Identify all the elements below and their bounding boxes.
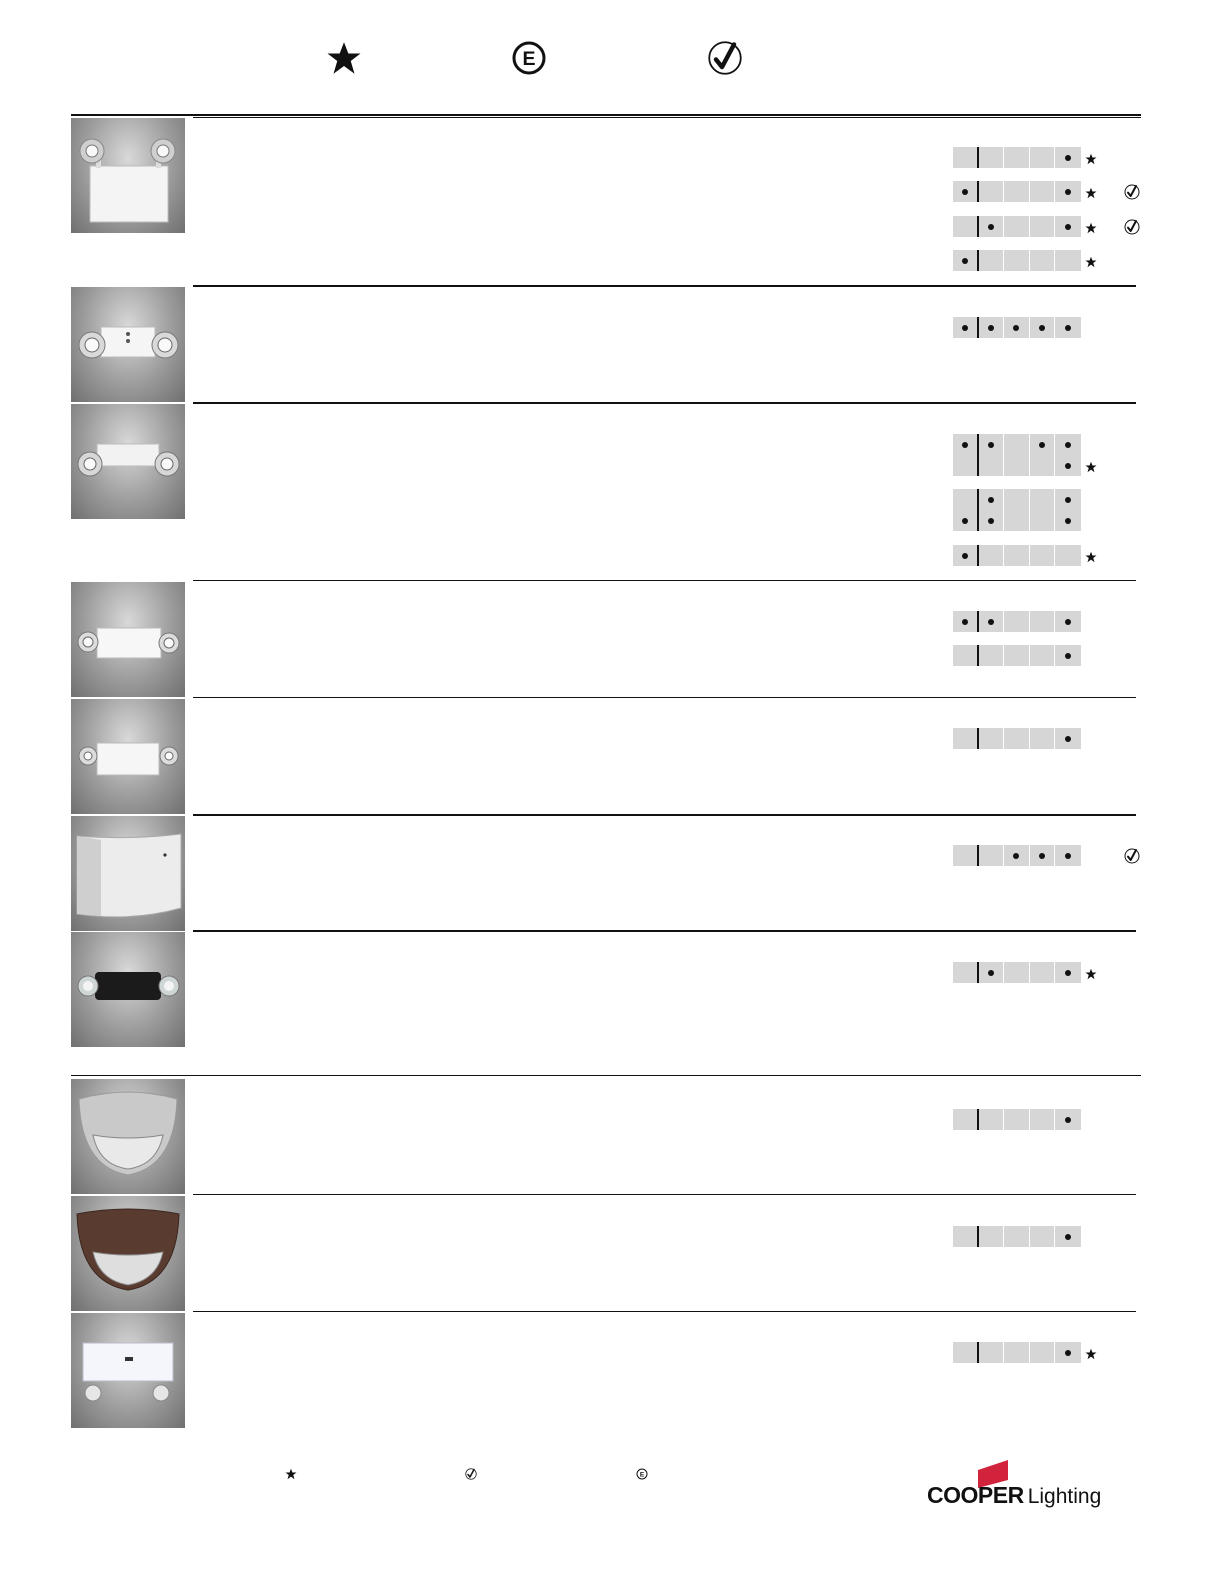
cooper-lighting-logo <box>927 1458 1112 1510</box>
feature-dot <box>1065 736 1071 742</box>
e-circle-icon <box>511 40 547 76</box>
product-image-twin-head-compact-unit <box>71 287 185 402</box>
feature-cell <box>1004 962 1030 983</box>
feature-dot <box>1039 442 1045 448</box>
feature-dot <box>962 325 968 331</box>
svg-text:E: E <box>522 47 536 70</box>
feature-dot <box>988 325 994 331</box>
feature-cell <box>979 645 1005 666</box>
feature-cell <box>1030 434 1056 455</box>
check-circle-icon <box>1124 184 1140 200</box>
feature-dot <box>1065 853 1071 859</box>
feature-cell <box>979 510 1005 531</box>
star-icon <box>1085 1347 1097 1359</box>
feature-dot <box>1039 325 1045 331</box>
feature-dot <box>1039 853 1045 859</box>
feature-cell <box>1055 181 1081 202</box>
feature-grid-row <box>953 1109 1081 1130</box>
feature-cell <box>953 845 979 866</box>
feature-cell <box>1030 611 1056 632</box>
row-divider <box>193 580 1136 581</box>
feature-cell <box>979 1226 1005 1247</box>
feature-cell <box>1004 317 1030 338</box>
product-image-half-dome-grey-wall-unit <box>71 1079 185 1194</box>
feature-dot <box>1065 497 1071 503</box>
feature-grid-row <box>953 317 1081 338</box>
product-image-black-cylinder-unit <box>71 932 185 1047</box>
e-circle-icon <box>636 1467 648 1479</box>
feature-dot <box>1065 970 1071 976</box>
brand-name-light: Lighting <box>1027 1485 1102 1508</box>
feature-cell <box>1055 962 1081 983</box>
feature-cell <box>979 455 1005 476</box>
product-image-twin-head-square-housing <box>71 118 185 233</box>
star-icon <box>1085 152 1097 164</box>
feature-grid-row <box>953 455 1081 476</box>
feature-dot <box>988 970 994 976</box>
feature-grid-row <box>953 489 1081 510</box>
feature-cell <box>1030 317 1056 338</box>
feature-cell <box>953 317 979 338</box>
feature-dot <box>1065 1234 1071 1240</box>
feature-cell <box>1055 1109 1081 1130</box>
brand-name-bold: COOPER <box>927 1482 1024 1508</box>
row-divider <box>193 814 1136 816</box>
feature-grid-row <box>953 510 1081 531</box>
feature-grid-row <box>953 216 1081 237</box>
feature-dot <box>1065 619 1071 625</box>
product-image-twin-head-small-unit <box>71 699 185 814</box>
feature-dot <box>988 224 994 230</box>
feature-dot <box>962 619 968 625</box>
feature-grid-row <box>953 434 1081 455</box>
feature-cell <box>1004 434 1030 455</box>
feature-cell <box>1030 845 1056 866</box>
feature-dot <box>1065 325 1071 331</box>
check-circle-icon <box>1124 219 1140 235</box>
product-image-wall-pack-unit <box>71 816 185 931</box>
feature-cell <box>953 962 979 983</box>
feature-cell <box>1030 1226 1056 1247</box>
feature-dot <box>1065 1350 1071 1356</box>
feature-cell <box>1004 250 1030 271</box>
feature-cell <box>979 216 1005 237</box>
feature-grid-row <box>953 181 1081 202</box>
feature-cell <box>953 147 979 168</box>
feature-cell <box>953 545 979 566</box>
feature-dot <box>1065 1117 1071 1123</box>
feature-cell <box>979 728 1005 749</box>
feature-cell <box>1004 147 1030 168</box>
star-icon <box>326 40 362 76</box>
svg-text:E: E <box>639 1471 645 1479</box>
feature-dot <box>1065 518 1071 524</box>
feature-cell <box>1055 1342 1081 1363</box>
feature-grid-row <box>953 147 1081 168</box>
feature-dot <box>962 518 968 524</box>
feature-cell <box>1004 1226 1030 1247</box>
feature-grid-row <box>953 545 1081 566</box>
product-image-twin-head-rectangular-unit <box>71 582 185 697</box>
feature-cell <box>1004 489 1030 510</box>
feature-cell <box>1004 1109 1030 1130</box>
feature-cell <box>1030 216 1056 237</box>
feature-cell <box>953 455 979 476</box>
feature-cell <box>979 611 1005 632</box>
star-icon <box>1085 550 1097 562</box>
feature-cell <box>1004 510 1030 531</box>
feature-cell <box>979 489 1005 510</box>
feature-dot <box>1065 224 1071 230</box>
feature-cell <box>953 216 979 237</box>
product-image-half-dome-bronze-wall-unit <box>71 1196 185 1311</box>
feature-grid-row <box>953 728 1081 749</box>
star-icon <box>1085 460 1097 472</box>
feature-dot <box>1013 325 1019 331</box>
row-divider <box>193 697 1136 698</box>
feature-cell <box>1004 645 1030 666</box>
feature-cell <box>979 1342 1005 1363</box>
feature-grid-row <box>953 1226 1081 1247</box>
feature-cell <box>1030 455 1056 476</box>
feature-cell <box>1030 545 1056 566</box>
feature-dot <box>1065 189 1071 195</box>
check-circle-icon <box>707 40 743 76</box>
feature-grid-row <box>953 962 1081 983</box>
row-divider <box>193 285 1136 287</box>
feature-grid-row <box>953 645 1081 666</box>
feature-dot <box>962 442 968 448</box>
feature-dot <box>988 518 994 524</box>
feature-cell <box>1055 510 1081 531</box>
feature-cell <box>1030 1342 1056 1363</box>
feature-dot <box>1013 853 1019 859</box>
star-icon <box>285 1467 297 1479</box>
feature-cell <box>1055 489 1081 510</box>
feature-dot <box>988 497 994 503</box>
star-icon <box>1085 221 1097 233</box>
feature-cell <box>1004 545 1030 566</box>
feature-cell <box>1030 147 1056 168</box>
feature-cell <box>1030 728 1056 749</box>
row-divider <box>193 1194 1136 1195</box>
feature-cell <box>1055 545 1081 566</box>
product-image-ceiling-twin-head-unit <box>71 1313 185 1428</box>
feature-cell <box>1004 181 1030 202</box>
feature-cell <box>1055 1226 1081 1247</box>
star-icon <box>1085 255 1097 267</box>
feature-cell <box>979 434 1005 455</box>
feature-cell <box>953 1109 979 1130</box>
row-divider <box>193 930 1136 932</box>
feature-cell <box>1004 611 1030 632</box>
feature-cell <box>1055 645 1081 666</box>
feature-cell <box>979 147 1005 168</box>
feature-cell <box>1030 250 1056 271</box>
section-top-rule <box>71 114 1141 116</box>
feature-cell <box>1055 250 1081 271</box>
feature-dot <box>988 619 994 625</box>
feature-cell <box>979 250 1005 271</box>
feature-cell <box>1055 216 1081 237</box>
feature-dot <box>962 258 968 264</box>
feature-cell <box>953 1226 979 1247</box>
feature-cell <box>953 645 979 666</box>
feature-cell <box>1055 147 1081 168</box>
feature-dot <box>1065 463 1071 469</box>
feature-cell <box>953 728 979 749</box>
feature-cell <box>953 510 979 531</box>
check-circle-icon <box>465 1467 477 1479</box>
feature-cell <box>1030 1109 1056 1130</box>
feature-dot <box>962 553 968 559</box>
feature-cell <box>1055 317 1081 338</box>
row-divider <box>193 402 1136 404</box>
feature-cell <box>1030 181 1056 202</box>
feature-cell <box>953 1342 979 1363</box>
feature-cell <box>979 181 1005 202</box>
feature-cell <box>953 434 979 455</box>
feature-cell <box>1004 1342 1030 1363</box>
row-divider <box>193 1311 1136 1312</box>
feature-grid-row <box>953 845 1081 866</box>
feature-cell <box>953 611 979 632</box>
feature-cell <box>1055 611 1081 632</box>
feature-cell <box>979 317 1005 338</box>
product-image-twin-head-slim-unit <box>71 404 185 519</box>
feature-cell <box>979 545 1005 566</box>
feature-cell <box>1004 728 1030 749</box>
feature-dot <box>1065 155 1071 161</box>
feature-cell <box>1055 728 1081 749</box>
feature-cell <box>1030 510 1056 531</box>
feature-dot <box>1065 442 1071 448</box>
feature-grid-row <box>953 250 1081 271</box>
feature-dot <box>988 442 994 448</box>
feature-cell <box>953 250 979 271</box>
feature-cell <box>1004 455 1030 476</box>
feature-cell <box>1030 962 1056 983</box>
star-icon <box>1085 967 1097 979</box>
feature-grid-row <box>953 1342 1081 1363</box>
section-divider <box>71 1075 1141 1076</box>
section-top-rule-inner <box>193 117 1141 118</box>
feature-cell <box>979 845 1005 866</box>
feature-cell <box>1055 845 1081 866</box>
feature-cell <box>953 489 979 510</box>
feature-cell <box>1030 645 1056 666</box>
feature-cell <box>1055 434 1081 455</box>
feature-dot <box>962 189 968 195</box>
feature-cell <box>953 181 979 202</box>
check-circle-icon <box>1124 848 1140 864</box>
feature-cell <box>1004 845 1030 866</box>
feature-dot <box>1065 653 1071 659</box>
feature-cell <box>979 1109 1005 1130</box>
feature-grid-row <box>953 611 1081 632</box>
star-icon <box>1085 186 1097 198</box>
feature-cell <box>979 962 1005 983</box>
feature-cell <box>1030 489 1056 510</box>
feature-cell <box>1004 216 1030 237</box>
feature-cell <box>1055 455 1081 476</box>
